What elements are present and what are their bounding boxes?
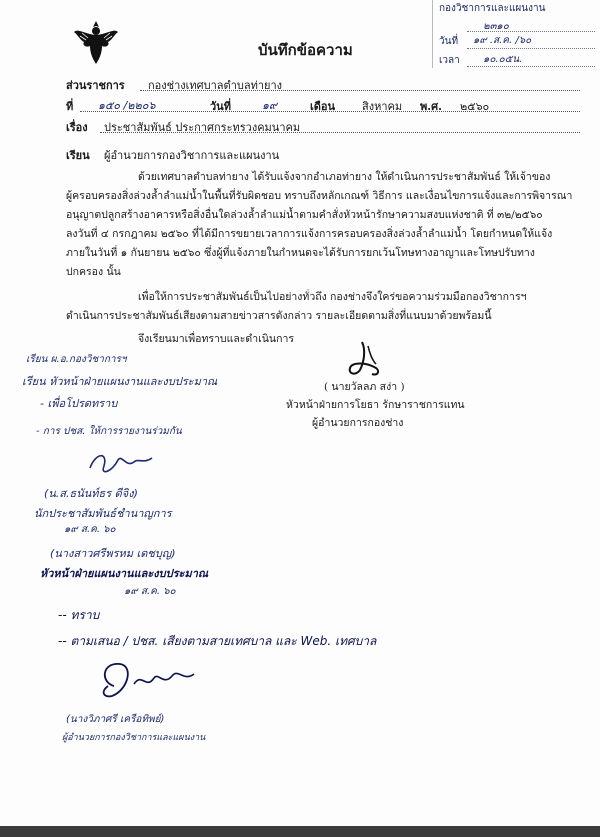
stamp-number: ๒๓๑๐ [483, 21, 509, 32]
agency-label: ส่วนราชการ [66, 79, 125, 92]
body-line: อนุญาตปลูกสร้างอาคารหรือสิ่งอื่นใดล่วงล้ำลำแม่น้ำตามคำสั่งหัวหน้ารักษาความสงบแห่งชาติ ที่ ๓๒/๒๕๖๐ [66, 209, 543, 221]
date-day: ๑๙ [262, 99, 278, 112]
number-value: ๑๕๐ /๒๒๐๖ [98, 99, 156, 112]
subject-label: เรื่อง [66, 121, 88, 134]
year-value: ๒๕๖๐ [460, 100, 490, 113]
number-label: ที่ [66, 100, 74, 113]
to-value: ผู้อำนวยการกองวิชาการและแผนงาน [104, 149, 280, 162]
handwritten-note: เรียน หัวหน้าฝ่ายแผนงานและงบประมาณ [22, 375, 218, 388]
handwritten-note: (นางวิภาศรี เครือทิพย์) [66, 714, 165, 725]
receiving-stamp [432, 0, 600, 68]
month-label: เดือน [310, 100, 336, 113]
body-line: ลงวันที่ ๔ กรกฎาคม ๒๕๖๐ ที่ได้มีการขยายเวลาการแจ้งการครอบครองสิ่งล่วงล้ำลำแม่น้ำ โดยกำหนดให้แจ้ง [66, 228, 553, 240]
body-line: ดำเนินการประชาสัมพันธ์เสียงตามสายข่าวสารดังกล่าว รายละเอียดตามสิ่งที่แนบมาด้วยพร้อมนี้ [66, 310, 492, 322]
body-line: ภายในวันที่ ๑ กันยายน ๒๕๖๐ ซึ่งผู้ที่แจ้งภายในกำหนดจะได้รับการยกเว้นโทษทางอาญาและโทษปรับทาง [66, 247, 535, 259]
to-label: เรียน [66, 149, 90, 162]
handwritten-note: - เพื่อโปรดทราบ [40, 397, 118, 410]
garuda-emblem-icon [72, 18, 120, 66]
handwritten-note: ๑๙ ส.ค. ๖๐ [124, 586, 176, 597]
month-value: สิงหาคม [362, 100, 403, 113]
stamp-org: กองวิชาการและแผนงาน [439, 3, 546, 14]
date-label: วันที่ [210, 100, 231, 113]
agency-value: กองช่างเทศบาลตำบลท่ายาง [148, 79, 283, 92]
subject-value: ประชาสัมพันธ์ ประกาศกระทรวงคมนาคม [104, 121, 301, 134]
stamp-time-label: เวลา [439, 55, 460, 66]
body-line: ผู้ครอบครองสิ่งล่วงล้ำลำแม่น้ำในพื้นที่รับผิดชอบ ทราบถึงหลักเกณฑ์ วิธีการ และเงื่อนไขการแจ้งและการพิจารณา [66, 190, 573, 202]
handwritten-note: (น.ส.ธนันท์ธร ดีจิง) [44, 487, 138, 500]
handwritten-note: (นางสาวศรีพรหม เดชบุญ) [50, 547, 176, 560]
body-line: จึงเรียนมาเพื่อทราบและดำเนินการ [138, 333, 294, 345]
body-line: เพื่อให้การประชาสัมพันธ์เป็นไปอย่างทั่วถึง กองช่างจึงใคร่ขอความร่วมมือกองวิชาการฯ [138, 291, 527, 303]
body-line: ปกครอง นั้น [66, 266, 121, 278]
body-line: ด้วยเทศบาลตำบลท่ายาง ได้รับแจ้งจากอำเภอท่ายาง ให้ดำเนินการประชาสัมพันธ์ ให้เจ้าของ [138, 171, 551, 183]
signer-position: ผู้อำนวยการกองช่าง [312, 417, 404, 429]
stamp-date-label: วันที่ [439, 36, 459, 47]
signer-position: หัวหน้าฝ่ายการโยธา รักษาราชการแทน [286, 399, 465, 411]
year-label: พ.ศ. [420, 100, 442, 113]
signer-name: ( นายวัลลภ สง่า ) [324, 381, 405, 393]
stamp-time: ๑๐.๐๕น. [483, 54, 523, 65]
handwritten-note: -- ตามเสนอ / ปชส. เสียงตามสายเทศบาล และ Web. เทศบาล [58, 634, 377, 648]
stamp-date: ๑๙ .ส.ค. /๖๐ [473, 35, 532, 46]
handwritten-note: หัวหน้าฝ่ายแผนงานและงบประมาณ [40, 567, 209, 580]
handwritten-note: ๑๙ ส.ค. ๖๐ [64, 524, 116, 535]
handwritten-note: นักประชาสัมพันธ์ชำนาญการ [34, 507, 172, 520]
handwritten-note: - การ ปชส. ให้การรายงานร่วมกัน [36, 426, 182, 437]
director-signature-icon [94, 656, 204, 708]
memo-title: บันทึกข้อความ [258, 41, 353, 59]
handwritten-signature-icon [86, 448, 156, 482]
handwritten-note: เรียน ผ.อ.กองวิชาการฯ [26, 354, 127, 365]
scan-edge [0, 826, 600, 837]
handwritten-note: -- ทราบ [58, 608, 100, 622]
handwritten-note: ผู้อำนวยการกองวิชาการและแผนงาน [62, 733, 206, 743]
